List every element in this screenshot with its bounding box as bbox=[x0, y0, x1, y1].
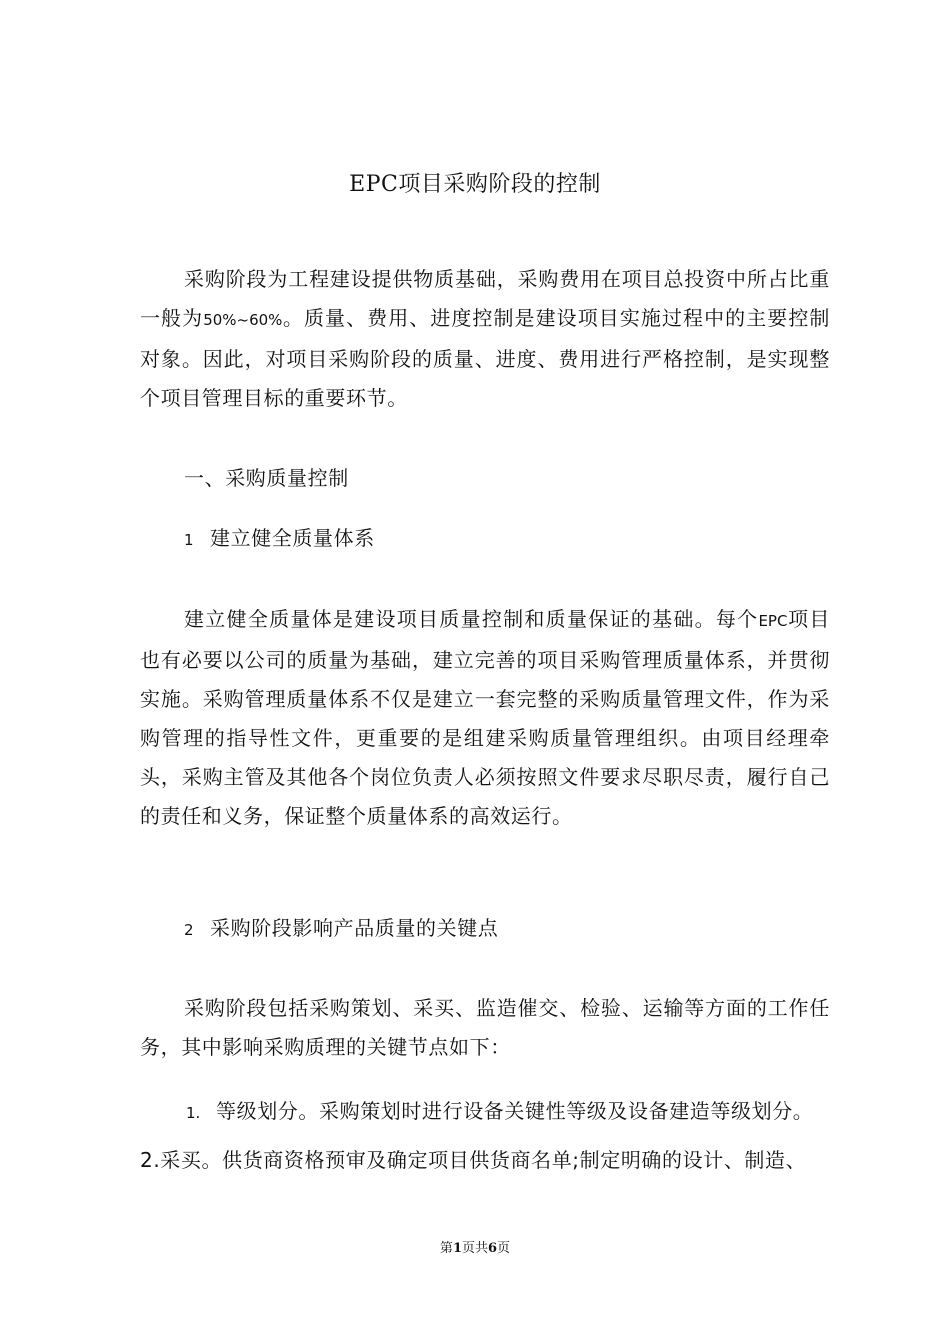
subsection-heading-2 bbox=[184, 913, 498, 945]
quality-system-paragraph bbox=[140, 600, 830, 836]
list-item-2-text: 采买。供货商资格预审及确定项目供货商名单;制定明确的设计、制造、 bbox=[160, 1148, 807, 1172]
footer-page-number: 1 bbox=[452, 1241, 462, 1256]
epc-abbr: EPC bbox=[758, 612, 788, 630]
section-heading-quality-control: 一、采购质量控制 bbox=[184, 466, 349, 490]
intro-paragraph bbox=[140, 260, 830, 418]
quality-system-text-1: 建立健全质量体是建设项目质量控制和质量保证的基础。每个 bbox=[184, 607, 759, 631]
list-item-1-number: 1. bbox=[186, 1104, 201, 1122]
footer-total-pages: 6 bbox=[488, 1241, 498, 1256]
quality-system-text-2: 项目也有必要以公司的质量为基础，建立完善的项目采购管理质量体系，并贯彻实施。采购管理质量体系不仅是建立一套完整的采购质量管理文件，作为采购管理的指导性文件，更重要的是组建采购质量管理组织。由项目经理牵头，采购主管及其他各个岗位负责人必须按照文件要求尽职尽责，履行自己的责任和义务，保证整个质量体系的高效运行。 bbox=[140, 607, 831, 828]
footer-prefix: 第 bbox=[439, 1241, 453, 1256]
page-footer bbox=[0, 1240, 950, 1258]
subsection-number-2: 2 bbox=[184, 921, 195, 939]
key-points-paragraph: 采购阶段包括采购策划、采买、监造催交、检验、运输等方面的工作任务，其中影响采购质理的关键节点如下： bbox=[140, 996, 830, 1059]
list-item-1-text: 等级划分。采购策划时进行设备关键性等级及设备建造等级划分。 bbox=[216, 1099, 814, 1123]
subsection-label-2: 采购阶段影响产品质量的关键点 bbox=[210, 916, 499, 940]
subsection-label-1: 建立健全质量体系 bbox=[210, 526, 375, 550]
subsection-number-1: 1 bbox=[184, 531, 195, 549]
list-item-2-number: 2. bbox=[140, 1148, 161, 1172]
document-title: EPC项目采购阶段的控制 bbox=[349, 172, 601, 197]
list-item-1 bbox=[186, 1096, 813, 1128]
footer-middle: 页共 bbox=[461, 1241, 488, 1256]
subsection-heading-1 bbox=[184, 523, 375, 555]
footer-suffix: 页 bbox=[497, 1241, 511, 1256]
intro-text-2: 。质量、费用、进度控制是建设项目实施过程中的主要控制对象。因此，对项目采购阶段的质量、进度、费用进行严格控制，是实现整个项目管理目标的重要环节。 bbox=[140, 306, 830, 410]
intro-percentage: 50%~60% bbox=[203, 311, 283, 329]
list-item-2 bbox=[140, 1145, 806, 1175]
intro-text-1: 采购阶段为工程建设提供物质基础，采购费用在项目总投资中所占比重一般为 bbox=[140, 267, 830, 330]
